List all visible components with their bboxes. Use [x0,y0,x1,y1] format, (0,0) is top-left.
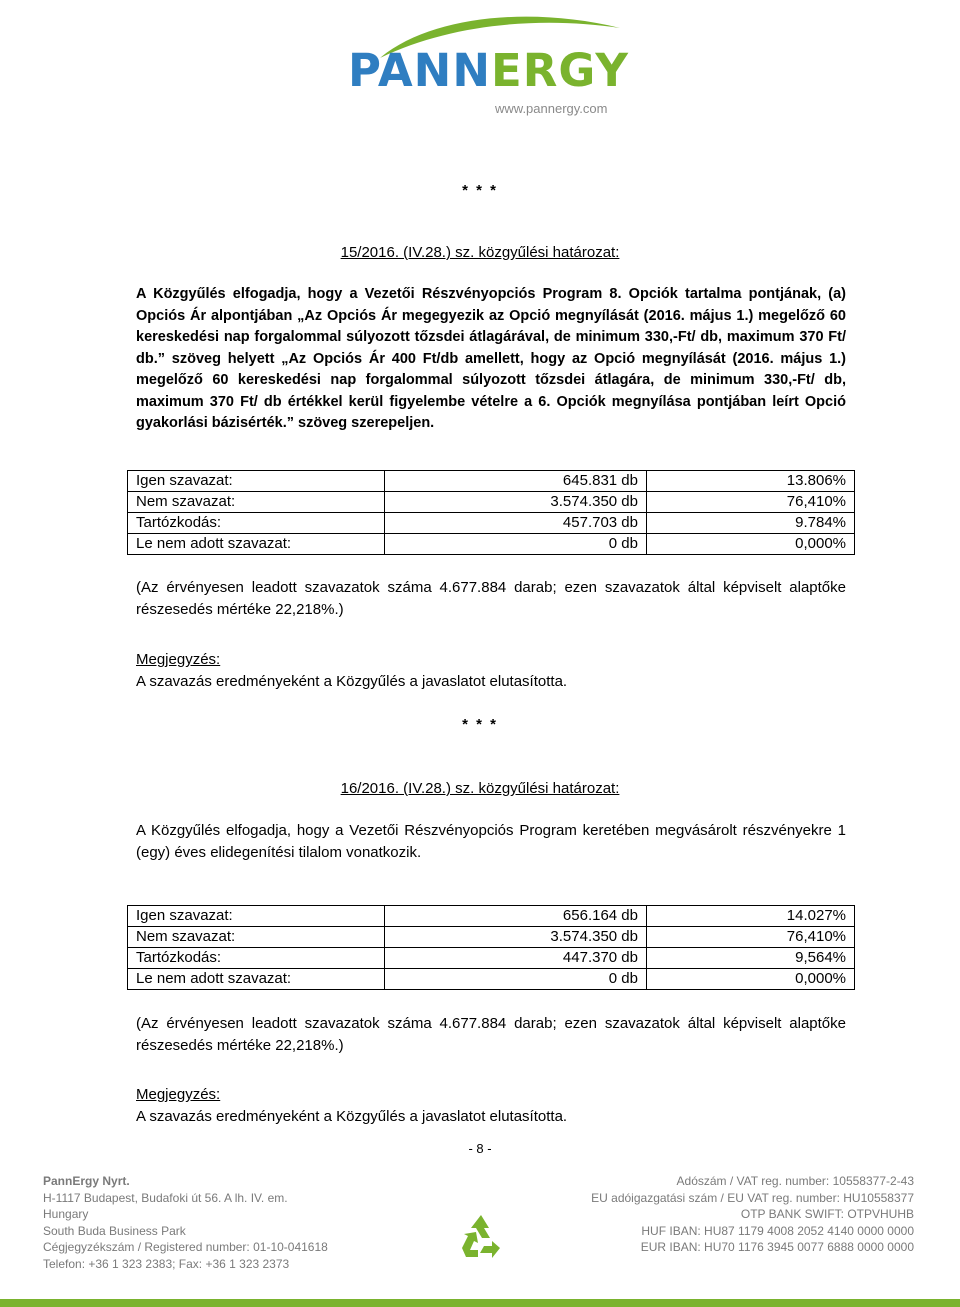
footer-company-name: PannErgy Nyrt. [43,1174,130,1188]
vote-count: 645.831 db [385,471,647,492]
vote-percent: 76,410% [647,927,855,948]
footer-company-info [43,1173,328,1272]
footer-bank-info [591,1173,914,1256]
logo-word-ergy: ERGY [491,44,629,97]
vote-percent: 9,564% [647,948,855,969]
table-row [128,969,855,990]
note-text: A szavazás eredményeként a Közgyűlés a javaslatot elutasította. [136,1108,568,1125]
vote-label: Nem szavazat: [128,492,385,513]
footer-eu-vat: EU adóigazgatási szám / EU VAT reg. number: HU10558377 [591,1190,914,1205]
resolution-body: A Közgyűlés elfogadja, hogy a Vezetői Részvényopciós Program keretében megvásárolt részvényekre 1 (egy) éves elidegenítési tilalom vonatkozik. [136,822,846,861]
footer-country: Hungary [43,1207,89,1221]
vote-label: Tartózkodás: [128,948,385,969]
vote-summary: (Az érvényesen leadott szavazatok száma 4.677.884 darab; ezen szavazatok által képviselt alaptőke részesedés mértéke 22,218%.) [136,579,846,618]
vote-percent: 0,000% [647,534,855,555]
logo-website: www.pannergy.com [495,101,608,116]
table-row [128,534,855,555]
vote-summary: (Az érvényesen leadott szavazatok száma 4.677.884 darab; ezen szavazatok által képviselt alaptőke részesedés mértéke 22,218%.) [136,1015,846,1054]
vote-count: 447.370 db [385,948,647,969]
vote-percent: 13.806% [647,471,855,492]
vote-label: Le nem adott szavazat: [128,534,385,555]
vote-count: 656.164 db [385,906,647,927]
footer-bar [0,1299,960,1307]
vote-label: Tartózkodás: [128,513,385,534]
note-text: A szavazás eredményeként a Közgyűlés a javaslatot elutasította. [136,673,568,690]
vote-percent: 14.027% [647,906,855,927]
vote-label: Igen szavazat: [128,906,385,927]
note-label: Megjegyzés: [136,1086,221,1103]
vote-count: 3.574.350 db [385,492,647,513]
vote-label: Nem szavazat: [128,927,385,948]
vote-count: 457.703 db [385,513,647,534]
table-row [128,471,855,492]
vote-count: 0 db [385,969,647,990]
vote-percent: 9.784% [647,513,855,534]
section-separator: * * * [462,716,498,733]
vote-percent: 0,000% [647,969,855,990]
page-number: - 8 - [468,1141,492,1156]
resolution-body: A Közgyűlés elfogadja, hogy a Vezetői Részvényopciós Program 8. Opciók tartalma pontjának, (a) Opciós Ár alpontjában „Az Opciós Ár megegyezik az Opció megnyílását (2016. május 1.) megelőző 60 kereskedési nap forgalommal súlyozott tőzsdei átlagárával, de minimum 330,-Ft/ db, maximum 370 Ft/ db.” szöveg helyett „Az Opciós Ár 400 Ft/db amellett, hogy az Opció megnyílását (2016. május 1.) megelőző 60 kereskedési nap forgalommal súlyozott tőzsdei átlagára, de minimum 330,-Ft/ db, maximum 370 Ft/ db értékkel kerül figyelembe vételre a 6. Opciók megnyílása pontjában leírt Opció gyakorlási bázisérték.” szöveg szerepeljen. [136,286,846,431]
vote-label: Le nem adott szavazat: [128,969,385,990]
logo-wordmark [348,44,629,97]
vote-table [127,905,855,990]
footer-park: South Buda Business Park [43,1223,186,1238]
note-label: Megjegyzés: [136,651,221,668]
table-row [128,492,855,513]
logo-word-pann: PANN [348,44,491,97]
footer-vat: Adószám / VAT reg. number: 10558377-2-43 [676,1174,914,1188]
footer-phone: Telefon: +36 1 323 2383; Fax: +36 1 323 2373 [43,1256,290,1271]
footer-eur-iban: EUR IBAN: HU70 1176 3945 0077 6888 0000 0000 [640,1240,914,1254]
company-logo [340,6,640,122]
vote-count: 0 db [385,534,647,555]
section-separator: * * * [462,182,498,199]
table-row [128,927,855,948]
footer-address: H-1117 Budapest, Budafoki út 56. A lh. IV. em. [43,1190,288,1205]
recycle-icon [456,1212,506,1260]
vote-table [127,470,855,555]
table-row [128,948,855,969]
resolution-title: 16/2016. (IV.28.) sz. közgyűlési határozat: [340,780,620,797]
table-row [128,513,855,534]
footer-swift: OTP BANK SWIFT: OTPVHUHB [740,1207,914,1221]
vote-percent: 76,410% [647,492,855,513]
footer-registration: Cégjegyzékszám / Registered number: 01-10-041618 [43,1240,328,1254]
resolution-title: 15/2016. (IV.28.) sz. közgyűlési határozat: [340,244,620,261]
vote-label: Igen szavazat: [128,471,385,492]
vote-count: 3.574.350 db [385,927,647,948]
footer-huf-iban: HUF IBAN: HU87 1179 4008 2052 4140 0000 0000 [641,1223,914,1238]
table-row [128,906,855,927]
